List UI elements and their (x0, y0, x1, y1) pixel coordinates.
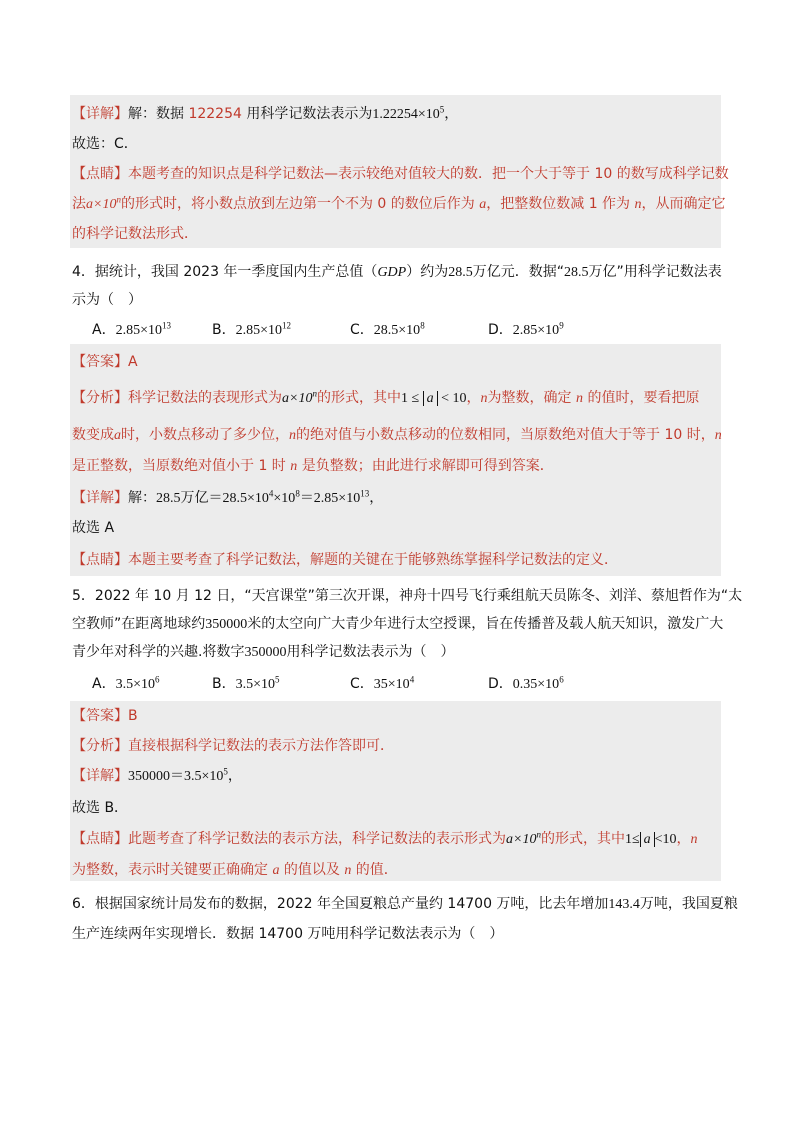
q6-stem-line-1: 6．根据国家统计局发布的数据，2022 年全国夏粮总产量约 14700 万吨，比去年增加143.4万吨，我国夏粮 (72, 896, 738, 912)
q5-stem-line-3: 青少年对科学的兴趣.将数字350000用科学记数法表示为（ ） (72, 644, 455, 660)
answer-tag: 【答案】 (72, 708, 128, 724)
comment-tag: 【点睛】 (72, 166, 128, 182)
q5-answer: 【答案】B (72, 708, 138, 724)
q5-explain-band (70, 701, 721, 881)
q4-option-a: A．$2.85\times 10^{13}$ (92, 320, 171, 338)
q4-analysis-line-2: 数变成a时，小数点移动了多少位，n的绝对值与小数点移动的位数相同，当原数绝对值大于等于 10 时，n (72, 427, 722, 443)
q5-analysis: 【分析】直接根据科学记数法的表示方法作答即可． (72, 738, 394, 754)
q5-comment-line-1: 【点睛】此题考查了科学记数法的表示方法，科学记数法的表示形式为$a\times 10^n$的形式，其中1≤ a <10，n (72, 829, 698, 847)
q3-comment-line-2: 法$a\times 10^n$的形式时，将小数点放到左边第一个不为 0 的数位后作为 a，把整数位数减 1 作为 n，从而确定它 (72, 194, 726, 212)
q4-stem-line-1: 4．据统计，我国 2023 年一季度国内生产总值（GDP）约为28.5万亿元．数据“28.5万亿”用科学记数法表 (72, 264, 722, 280)
q3-comment-line-1: 【点睛】本题考查的知识点是科学记数法—表示较绝对值较大的数．把一个大于等于 10 的数写成科学记数 (72, 166, 729, 182)
q3-detail-line: 【详解】解：数据 122254 用科学记数法表示为$1.22254\times 10^5$， (72, 104, 459, 122)
q4-analysis-line-3: 是正整数，当原数绝对值小于 1 时 n 是负整数；由此进行求解即可得到答案． (72, 458, 554, 474)
q4-analysis-line-1: 【分析】科学记数法的表现形式为$a\times 10^n$的形式，其中1 ≤ a < 10，n为整数，确定 n 的值时，要看把原 (72, 388, 700, 406)
detail-tag: 【详解】 (72, 490, 128, 506)
q4-option-d: D．$2.85\times 10^9$ (488, 320, 564, 338)
analysis-tag: 【分析】 (72, 738, 128, 754)
q4-stem-line-2: 示为（ ） (72, 292, 142, 308)
analysis-tag: 【分析】 (72, 390, 128, 406)
comment-tag: 【点睛】 (72, 552, 128, 568)
q5-comment-line-2: 为整数，表示时关键要正确确定 a 的值以及 n 的值． (72, 862, 398, 878)
q5-option-b: B．$3.5\times 10^5$ (212, 674, 280, 692)
q6-stem-line-2: 生产连续两年实现增长．数据 14700 万吨用科学记数法表示为（ ） (72, 926, 504, 942)
q5-stem-line-1: 5．2022 年 10 月 12 日，“天宫课堂”第三次开课，神舟十四号飞行乘组航天员陈冬、刘洋、蔡旭哲作为“太 (72, 588, 743, 604)
q5-stem-line-2: 空教师”在距离地球约350000米的太空向广大青少年进行太空授课，旨在传播普及载人航天知识，激发广大 (72, 616, 724, 632)
q3-choice: 故选：C． (72, 136, 138, 152)
q4-option-c: C．$28.5\times 10^8$ (350, 320, 425, 338)
q5-choice: 故选 B． (72, 800, 129, 816)
q4-detail-line: 【详解】解：28.5万亿$=28.5\times 10^4\times 10^8=2.85\times 10^{13}$， (72, 488, 384, 506)
q5-option-d: D．$0.35\times 10^6$ (488, 674, 564, 692)
q4-comment: 【点睛】本题主要考查了科学记数法，解题的关键在于能够熟练掌握科学记数法的定义． (72, 552, 618, 568)
detail-tag: 【详解】 (72, 768, 128, 784)
comment-tag: 【点睛】 (72, 831, 128, 847)
q5-detail-line: 【详解】$350000=3.5\times 10^5$， (72, 766, 242, 784)
q4-choice: 故选 A (72, 520, 115, 536)
q5-option-a: A．$3.5\times 10^6$ (92, 674, 160, 692)
detail-tag: 【详解】 (72, 106, 128, 122)
q4-option-b: B．$2.85\times 10^{12}$ (212, 320, 292, 338)
q3-comment-line-3: 的科学记数法形式． (72, 226, 198, 242)
q4-answer: 【答案】A (72, 354, 138, 370)
answer-tag: 【答案】 (72, 354, 128, 370)
q5-option-c: C．$35\times 10^4$ (350, 674, 415, 692)
